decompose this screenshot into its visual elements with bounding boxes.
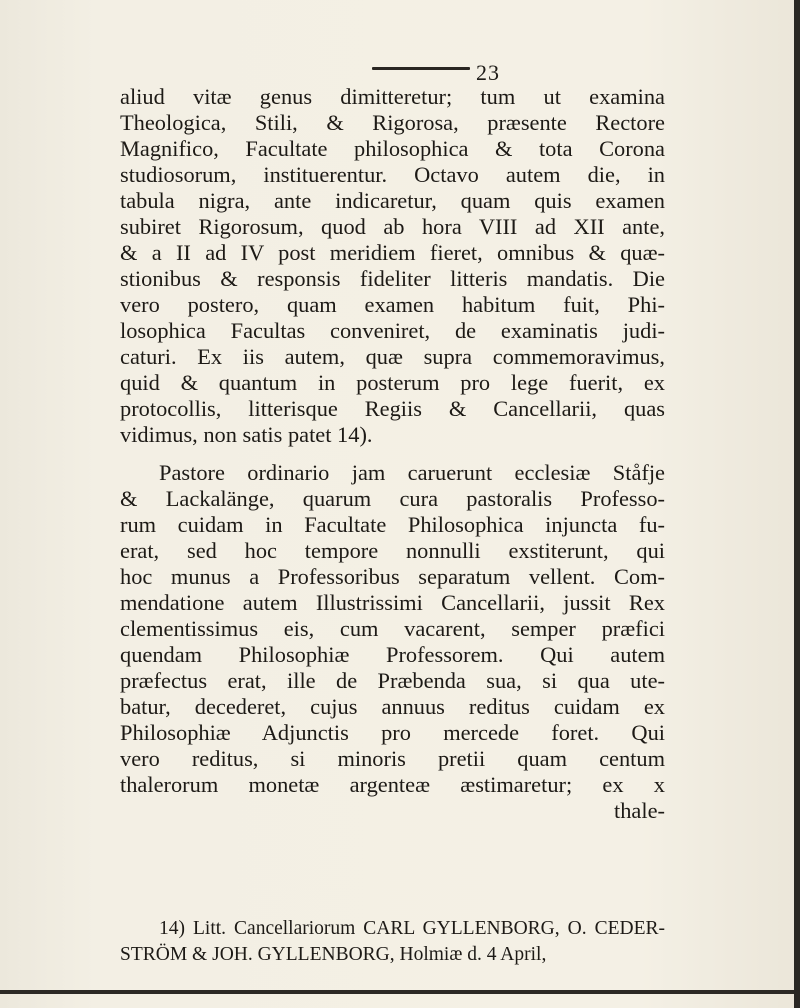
header-rule	[372, 67, 470, 70]
text-line: vidimus, non satis patet 14).	[120, 422, 373, 447]
footnote-line: STRÖM & JOH. GYLLENBORG, Holmiæ d. 4 April,	[120, 944, 547, 965]
text-line: subiret Rigorosum, quod ab hora VIII ad XII ante,	[120, 214, 665, 239]
text-line: Theologica, Stili, & Rigorosa, præsente Rectore	[120, 110, 665, 135]
text-line: Magnifico, Facultate philosophica & tota Corona	[120, 136, 665, 161]
text-line: studiosorum, instituerentur. Octavo autem die, in	[120, 162, 665, 187]
text-line: quendam Philosophiæ Professorem. Qui autem	[120, 642, 665, 667]
text-line: Philosophiæ Adjunctis pro mercede foret. Qui	[120, 720, 665, 745]
page-edge-shadow	[794, 0, 800, 1008]
text-line: stionibus & responsis fideliter litteris mandatis. Die	[120, 266, 665, 291]
text-line: protocollis, litterisque Regiis & Cancellarii, quas	[120, 396, 665, 421]
main-text	[120, 84, 665, 824]
text-line: caturi. Ex iis autem, quæ supra commemoravimus,	[120, 344, 665, 369]
text-line: rum cuidam in Facultate Philosophica injuncta fu-	[120, 512, 665, 537]
text-line: quid & quantum in posterum pro lege fuerit, ex	[120, 370, 665, 395]
text-line: & Lackalänge, quarum cura pastoralis Professo-	[120, 486, 665, 511]
text-line: thalerorum monetæ argenteæ æstimaretur; ex x	[120, 772, 665, 797]
paragraph-gap	[120, 448, 665, 460]
text-line: batur, decederet, cujus annuus reditus cuidam ex	[120, 694, 665, 719]
text-line: vero reditus, si minoris pretii quam centum	[120, 746, 665, 771]
text-line: clementissimus eis, cum vacarent, semper præfici	[120, 616, 665, 641]
text-line: Pastore ordinario jam caruerunt ecclesiæ Ståfje	[159, 460, 665, 485]
footnote	[120, 916, 665, 968]
text-line: hoc munus a Professoribus separatum vellent. Com-	[120, 564, 665, 589]
paragraph-2	[120, 460, 665, 824]
text-line: tabula nigra, ante indicaretur, quam quis examen	[120, 188, 665, 213]
text-line: vero postero, quam examen habitum fuit, Phi-	[120, 292, 665, 317]
text-line: mendatione autem Illustrissimi Cancellarii, jussit Rex	[120, 590, 665, 615]
text-line: præfectus erat, ille de Præbenda sua, si qua ute-	[120, 668, 665, 693]
bottom-edge-rule	[0, 990, 800, 994]
footnote-line: 14) Litt. Cancellariorum CARL GYLLENBORG, O. CEDER-	[159, 918, 665, 939]
paragraph-1	[120, 84, 665, 448]
text-line: aliud vitæ genus dimitteretur; tum ut examina	[120, 84, 665, 109]
catchword: thale-	[614, 798, 665, 823]
text-line: losophica Facultas conveniret, de examinatis judi-	[120, 318, 665, 343]
text-line: & a II ad IV post meridiem fieret, omnibus & quæ-	[120, 240, 665, 265]
text-line: erat, sed hoc tempore nonnulli exstiterunt, qui	[120, 538, 665, 563]
page-number: 23	[476, 60, 500, 85]
